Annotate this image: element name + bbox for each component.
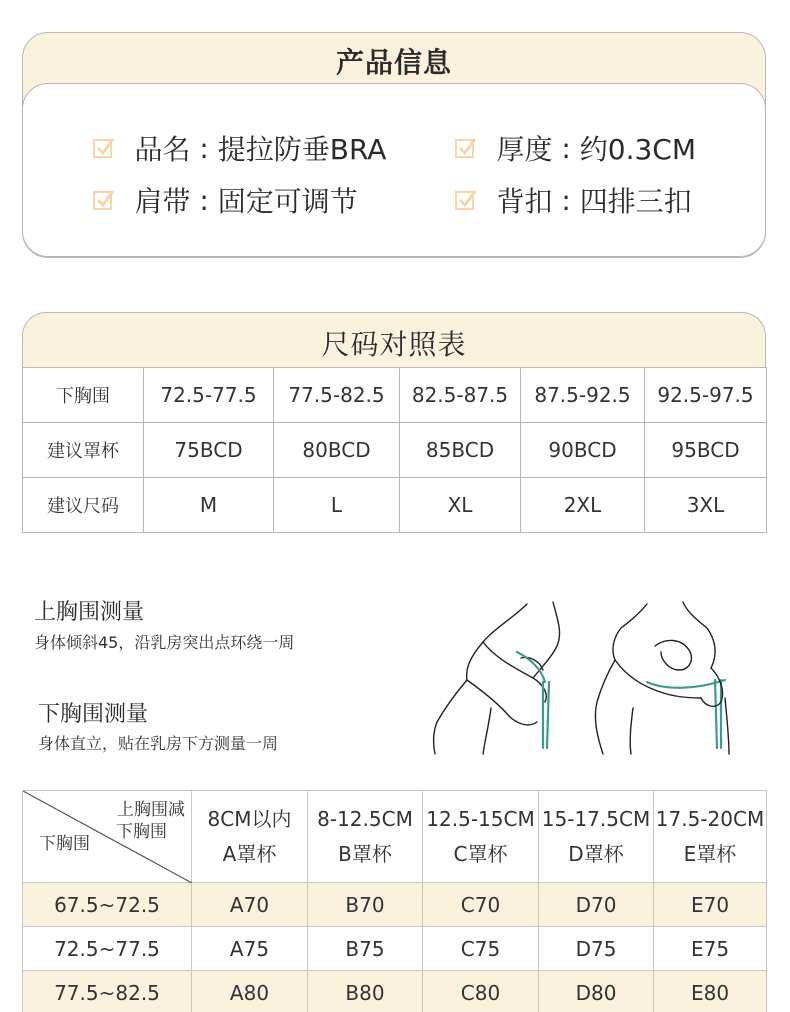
lower-bust-title: 下胸围测量 — [38, 702, 149, 727]
column-range: 12.5-15CM — [426, 806, 535, 831]
product-info-body — [22, 83, 766, 257]
table-cell: A80 — [192, 971, 308, 1012]
size-chart-table — [22, 367, 767, 533]
corner-top-label — [116, 799, 185, 843]
column-header — [539, 791, 654, 883]
info-item-hook — [455, 180, 692, 220]
row-header: 建议罩杯 — [23, 423, 144, 478]
table-cell: 80BCD — [274, 423, 400, 478]
table-cell: B75 — [308, 927, 423, 971]
check-icon — [93, 189, 115, 211]
table-cell: E70 — [654, 883, 767, 927]
column-range: 8-12.5CM — [317, 806, 413, 831]
table-cell: 95BCD — [645, 423, 767, 478]
table-cell: 85BCD — [400, 423, 521, 478]
table-cell: 92.5-97.5 — [645, 368, 767, 423]
row-header: 72.5~77.5 — [23, 927, 192, 971]
info-separator: : — [190, 183, 218, 217]
table-cell: M — [144, 478, 274, 533]
column-range: 8CM以内 — [207, 806, 292, 831]
column-header — [192, 791, 308, 883]
info-label: 背扣 — [496, 185, 553, 218]
check-icon — [93, 137, 115, 159]
table-cell: 72.5-77.5 — [144, 368, 274, 423]
corner-top-line1: 上胸围减 — [117, 800, 185, 820]
info-value: 提拉防垂BRA — [217, 133, 387, 166]
upper-bust-title: 上胸围测量 — [34, 600, 145, 625]
product-info-title: 产品信息 — [335, 46, 452, 79]
lower-bust-desc: 身体直立，贴在乳房下方测量一周 — [38, 734, 279, 753]
table-cell: A75 — [192, 927, 308, 971]
corner-header-cell — [23, 791, 192, 883]
column-cup: B罩杯 — [338, 841, 392, 866]
info-separator: : — [552, 131, 580, 165]
figure-leaning — [434, 602, 560, 754]
figure-upright — [595, 602, 729, 754]
table-cell: E75 — [654, 927, 767, 971]
size-chart-header — [22, 312, 766, 368]
info-item-thickness — [455, 128, 697, 168]
table-row — [23, 883, 767, 927]
info-label: 肩带 — [134, 185, 191, 218]
table-cell: B70 — [308, 883, 423, 927]
table-cell: 87.5-92.5 — [521, 368, 645, 423]
table-header-row — [23, 791, 767, 883]
table-row — [23, 478, 767, 533]
table-row — [23, 368, 767, 423]
table-cell: XL — [400, 478, 521, 533]
column-header — [423, 791, 539, 883]
table-cell: L — [274, 478, 400, 533]
info-item-strap — [93, 180, 358, 220]
table-cell: 3XL — [645, 478, 767, 533]
info-value: 约0.3CM — [579, 133, 696, 166]
row-header: 77.5~82.5 — [23, 971, 192, 1012]
check-icon — [455, 137, 477, 159]
table-cell: 90BCD — [521, 423, 645, 478]
info-label: 品名 — [134, 133, 191, 166]
column-cup: E罩杯 — [683, 841, 737, 866]
info-value: 四排三扣 — [579, 185, 692, 218]
row-header: 下胸围 — [23, 368, 144, 423]
cup-size-table — [22, 790, 767, 1012]
row-header: 建议尺码 — [23, 478, 144, 533]
info-item-name — [93, 128, 387, 168]
product-info-card — [22, 32, 766, 258]
measurement-illustration — [425, 598, 765, 758]
row-header: 67.5~72.5 — [23, 883, 192, 927]
table-cell: 75BCD — [144, 423, 274, 478]
check-icon — [455, 189, 477, 211]
corner-top-line2: 下胸围 — [116, 822, 167, 842]
table-cell: D75 — [539, 927, 654, 971]
info-separator: : — [552, 183, 580, 217]
table-cell: D70 — [539, 883, 654, 927]
info-value: 固定可调节 — [217, 185, 358, 218]
table-cell: C75 — [423, 927, 539, 971]
column-range: 15-17.5CM — [541, 806, 651, 831]
column-cup: D罩杯 — [568, 841, 624, 866]
upper-bust-desc: 身体倾斜45，沿乳房突出点环绕一周 — [34, 633, 295, 652]
info-separator: : — [190, 131, 218, 165]
table-row — [23, 927, 767, 971]
table-cell: C70 — [423, 883, 539, 927]
table-cell: D80 — [539, 971, 654, 1012]
column-cup: C罩杯 — [453, 841, 508, 866]
table-cell: 77.5-82.5 — [274, 368, 400, 423]
column-header — [654, 791, 767, 883]
info-label: 厚度 — [496, 133, 553, 166]
table-row — [23, 971, 767, 1012]
table-row — [23, 423, 767, 478]
table-cell: E80 — [654, 971, 767, 1012]
table-cell: B80 — [308, 971, 423, 1012]
column-range: 17.5-20CM — [655, 806, 765, 831]
size-chart-title: 尺码对照表 — [321, 328, 467, 361]
column-header — [308, 791, 423, 883]
table-cell: 82.5-87.5 — [400, 368, 521, 423]
table-cell: 2XL — [521, 478, 645, 533]
column-cup: A罩杯 — [222, 841, 277, 866]
table-cell: A70 — [192, 883, 308, 927]
table-cell: C80 — [423, 971, 539, 1012]
corner-bottom-label: 下胸围 — [39, 834, 90, 854]
